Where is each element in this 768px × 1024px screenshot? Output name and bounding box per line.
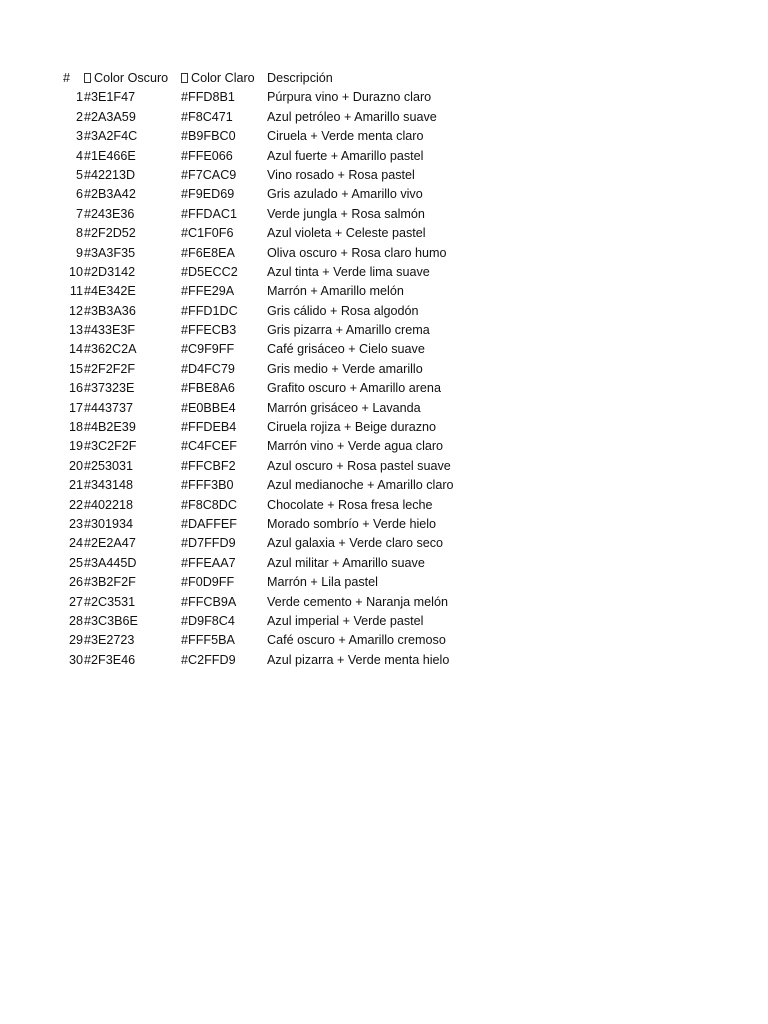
dark-color-code: #4E342E: [84, 284, 136, 299]
color-description: Morado sombrío + Verde hielo: [267, 516, 437, 531]
header-dark-color: [84, 69, 168, 88]
dark-color-code: #253031: [84, 458, 134, 473]
light-color-code: #FFDAC1: [181, 206, 237, 221]
table-row: [60, 224, 480, 243]
row-number: 24: [68, 536, 83, 551]
dark-color-code: #443737: [84, 400, 134, 415]
light-color-code: #FFECB3: [181, 323, 237, 338]
row-number: 23: [68, 516, 83, 531]
color-description: Marrón + Lila pastel: [267, 575, 378, 590]
light-color-code: #FFF5BA: [181, 633, 235, 648]
missing-glyph-icon: [181, 73, 188, 83]
row-number: 20: [68, 458, 83, 473]
dark-color-code: #2A3A59: [84, 109, 136, 124]
color-description: Azul violeta + Celeste pastel: [267, 226, 426, 241]
dark-color-code: #4B2E39: [84, 420, 136, 435]
row-number: 10: [68, 264, 83, 279]
table-row: [60, 282, 480, 301]
table-row: [60, 321, 480, 340]
light-color-code: #C4FCEF: [181, 439, 237, 454]
light-color-code: #F8C471: [181, 109, 233, 124]
dark-color-code: #37323E: [84, 381, 135, 396]
color-palette-table: [60, 69, 480, 670]
color-description: Azul petróleo + Amarillo suave: [267, 109, 437, 124]
table-row: [60, 573, 480, 592]
color-description: Ciruela rojiza + Beige durazno: [267, 420, 437, 435]
table-row: [60, 147, 480, 166]
row-number: 25: [68, 555, 83, 570]
table-row: [60, 651, 480, 670]
color-description: Verde jungla + Rosa salmón: [267, 206, 425, 221]
color-description: Marrón + Amarillo melón: [267, 284, 404, 299]
dark-color-code: #3A3F35: [84, 245, 136, 260]
table-row: [60, 612, 480, 631]
dark-color-code: #402218: [84, 497, 134, 512]
row-number: 18: [68, 420, 83, 435]
light-color-code: #C1F0F6: [181, 226, 234, 241]
light-color-code: #D4FC79: [181, 361, 235, 376]
light-color-code: #C9F9FF: [181, 342, 235, 357]
table-row: [60, 302, 480, 321]
table-row: [60, 593, 480, 612]
color-description: Grafito oscuro + Amarillo arena: [267, 381, 441, 396]
light-color-code: #B9FBC0: [181, 129, 236, 144]
table-row: [60, 631, 480, 650]
table-row: [60, 457, 480, 476]
color-description: Azul fuerte + Amarillo pastel: [267, 148, 424, 163]
light-color-code: #F0D9FF: [181, 575, 235, 590]
light-color-code: #D9F8C4: [181, 613, 235, 628]
color-description: Chocolate + Rosa fresa leche: [267, 497, 433, 512]
light-color-code: #FFDEB4: [181, 420, 237, 435]
row-number: 5: [75, 167, 83, 182]
row-number: 29: [68, 633, 83, 648]
color-description: Oliva oscuro + Rosa claro humo: [267, 245, 447, 260]
table-row: [60, 340, 480, 359]
color-description: Azul imperial + Verde pastel: [267, 613, 424, 628]
dark-color-code: #2F3E46: [84, 652, 136, 667]
dark-color-code: #2B3A42: [84, 187, 136, 202]
dark-color-code: #1E466E: [84, 148, 136, 163]
table-row: [60, 108, 480, 127]
light-color-code: #F9ED69: [181, 187, 235, 202]
row-number: 21: [68, 478, 83, 493]
row-number: 4: [75, 148, 83, 163]
table-row: [60, 399, 480, 418]
color-description: Vino rosado + Rosa pastel: [267, 167, 415, 182]
table-row: [60, 418, 480, 437]
dark-color-code: #3C3B6E: [84, 613, 138, 628]
dark-color-code: #2E2A47: [84, 536, 136, 551]
light-color-code: #FFEAA7: [181, 555, 236, 570]
row-number: 9: [75, 245, 83, 260]
color-description: Azul pizarra + Verde menta hielo: [267, 652, 450, 667]
light-color-code: #F6E8EA: [181, 245, 235, 260]
table-row: [60, 554, 480, 573]
table-row: [60, 476, 480, 495]
dark-color-code: #42213D: [84, 167, 136, 182]
color-description: Azul medianoche + Amarillo claro: [267, 478, 454, 493]
table-row: [60, 166, 480, 185]
light-color-code: #F7CAC9: [181, 167, 237, 182]
light-color-code: #E0BBE4: [181, 400, 236, 415]
dark-color-code: #3E1F47: [84, 90, 136, 105]
color-description: Marrón vino + Verde agua claro: [267, 439, 444, 454]
table-row: [60, 127, 480, 146]
dark-color-code: #2C3531: [84, 594, 136, 609]
dark-color-code: #3B2F2F: [84, 575, 136, 590]
dark-color-code: #2F2D52: [84, 226, 136, 241]
row-number: 6: [75, 187, 83, 202]
dark-color-code: #2F2F2F: [84, 361, 136, 376]
header-row: [60, 69, 480, 88]
table-row: [60, 185, 480, 204]
row-number: 15: [68, 361, 83, 376]
row-number: 19: [68, 439, 83, 454]
light-color-code: #FFE066: [181, 148, 233, 163]
table-body: [60, 88, 480, 670]
dark-color-code: #243E36: [84, 206, 135, 221]
row-number: 22: [68, 497, 83, 512]
table-row: [60, 263, 480, 282]
row-number: 8: [75, 226, 83, 241]
color-description: Café grisáceo + Cielo suave: [267, 342, 425, 357]
light-color-code: #C2FFD9: [181, 652, 236, 667]
header-description: Descripción: [267, 71, 333, 85]
color-description: Azul oscuro + Rosa pastel suave: [267, 458, 451, 473]
color-description: Ciruela + Verde menta claro: [267, 129, 424, 144]
color-description: Verde cemento + Naranja melón: [267, 594, 448, 609]
table-row: [60, 360, 480, 379]
dark-color-code: #301934: [84, 516, 134, 531]
dark-color-code: #343148: [84, 478, 134, 493]
header-number: #: [63, 71, 71, 85]
table-row: [60, 534, 480, 553]
dark-color-code: #362C2A: [84, 342, 137, 357]
light-color-code: #F8C8DC: [181, 497, 237, 512]
dark-color-code: #2D3142: [84, 264, 136, 279]
table-row: [60, 88, 480, 107]
light-color-code: #FFCBF2: [181, 458, 236, 473]
light-color-code: #FFD1DC: [181, 303, 238, 318]
row-number: 14: [68, 342, 83, 357]
dark-color-code: #3B3A36: [84, 303, 136, 318]
dark-color-code: #3E2723: [84, 633, 135, 648]
color-description: Azul militar + Amarillo suave: [267, 555, 425, 570]
missing-glyph-icon: [84, 73, 91, 83]
light-color-code: #D7FFD9: [181, 536, 236, 551]
light-color-code: #DAFFEF: [181, 516, 237, 531]
dark-color-code: #3C2F2F: [84, 439, 137, 454]
row-number: 3: [75, 129, 83, 144]
dark-color-code: #3A445D: [84, 555, 137, 570]
row-number: 16: [68, 381, 83, 396]
color-description: Gris medio + Verde amarillo: [267, 361, 423, 376]
row-number: 13: [68, 323, 83, 338]
light-color-code: #FFE29A: [181, 284, 235, 299]
color-description: Marrón grisáceo + Lavanda: [267, 400, 421, 415]
row-number: 11: [69, 284, 83, 299]
color-description: Gris cálido + Rosa algodón: [267, 303, 419, 318]
row-number: 1: [75, 90, 83, 105]
dark-color-code: #3A2F4C: [84, 129, 138, 144]
light-color-code: #FFD8B1: [181, 90, 235, 105]
color-description: Gris azulado + Amarillo vivo: [267, 187, 423, 202]
table-row: [60, 244, 480, 263]
row-number: 17: [68, 400, 83, 415]
light-color-code: #FBE8A6: [181, 381, 235, 396]
table-row: [60, 379, 480, 398]
light-color-code: #D5ECC2: [181, 264, 238, 279]
row-number: 2: [75, 109, 83, 124]
color-description: Azul galaxia + Verde claro seco: [267, 536, 444, 551]
header-light-color-label: Color Claro: [191, 71, 255, 85]
color-description: Café oscuro + Amarillo cremoso: [267, 633, 446, 648]
table-row: [60, 496, 480, 515]
header-dark-color-label: Color Oscuro: [94, 71, 169, 85]
color-description: Gris pizarra + Amarillo crema: [267, 323, 430, 338]
header-light-color: [181, 69, 255, 88]
color-description: Púrpura vino + Durazno claro: [267, 90, 432, 105]
color-description: Azul tinta + Verde lima suave: [267, 264, 430, 279]
table-row: [60, 437, 480, 456]
light-color-code: #FFCB9A: [181, 594, 237, 609]
row-number: 30: [68, 652, 83, 667]
dark-color-code: #433E3F: [84, 323, 136, 338]
row-number: 27: [68, 594, 83, 609]
table-row: [60, 205, 480, 224]
row-number: 7: [75, 206, 83, 221]
row-number: 28: [68, 613, 83, 628]
row-number: 26: [68, 575, 83, 590]
light-color-code: #FFF3B0: [181, 478, 234, 493]
table-row: [60, 515, 480, 534]
row-number: 12: [68, 303, 83, 318]
